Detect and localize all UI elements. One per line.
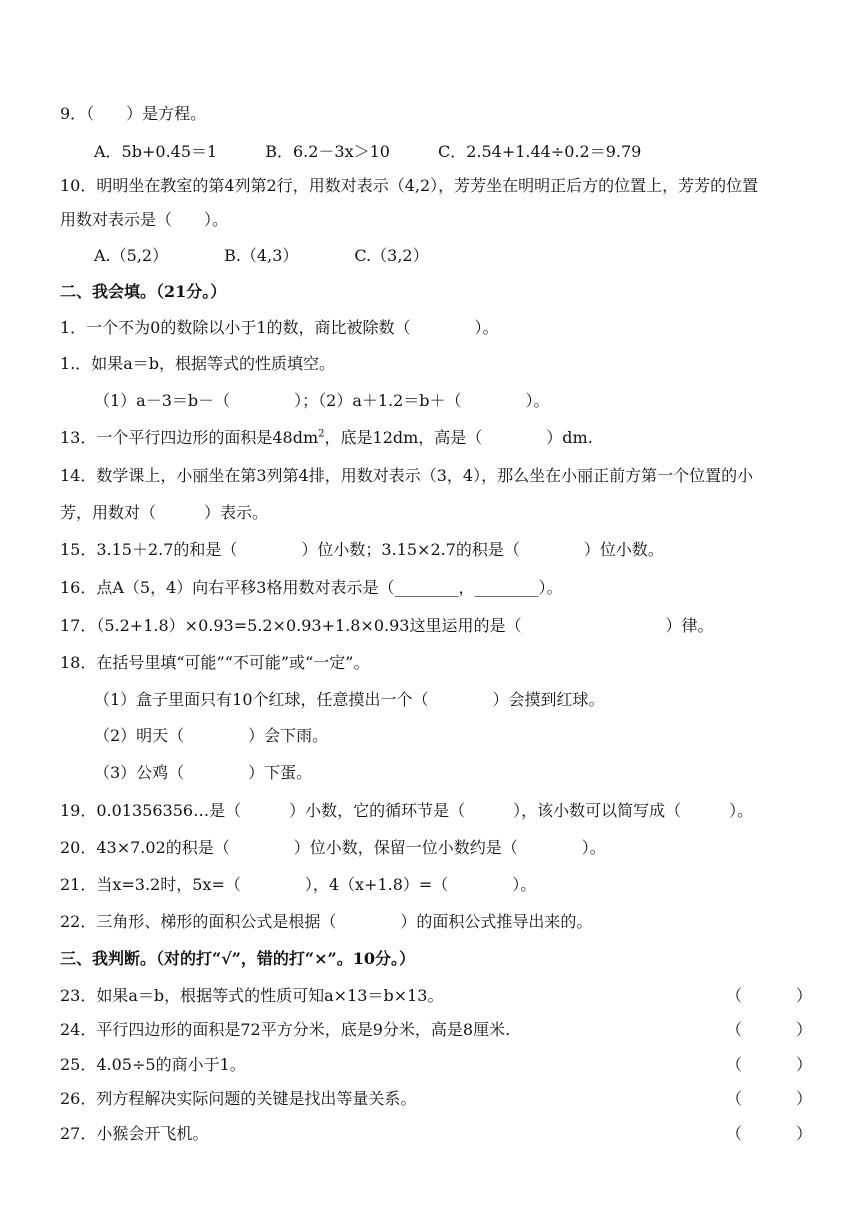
question-10-line-2: 用数对表示是（ ）。 xyxy=(60,210,229,229)
question-17: 17．（5.2+1.8）×0.93=5.2×0.93+1.8×0.93这里运用的是（ ）律。 xyxy=(60,616,714,635)
question-15: 15．3.15＋2.7的和是（ ）位小数；3.15×2.7的积是（ ）位小数。 xyxy=(60,540,664,559)
question-9: 9．（ ）是方程。 xyxy=(60,104,207,123)
question-27: 27．小猴会开飞机。 xyxy=(60,1124,209,1143)
question-18-item-1: （1）盒子里面只有10个红球，任意摸出一个（ ）会摸到红球。 xyxy=(94,690,605,709)
question-13 xyxy=(60,428,593,448)
question-13-text-end: ，底是12dm，高是（ ）dm. xyxy=(324,428,593,447)
judge-bracket-close: ） xyxy=(795,1089,812,1108)
judge-bracket-open: （ xyxy=(726,1089,743,1108)
question-12: 1.．如果a＝b，根据等式的性质填空。 xyxy=(60,354,336,373)
question-10-options: A.（5,2） B.（4,3） C.（3,2） xyxy=(94,246,429,265)
question-16: 16．点A（5，4）向右平移3格用数对表示是（________，________）。 xyxy=(60,578,563,597)
question-24: 24．平行四边形的面积是72平方分米，底是9分米，高是8厘米. xyxy=(60,1020,511,1039)
question-14-line-2: 芳，用数对（ ）表示。 xyxy=(60,503,269,522)
judge-bracket-open: （ xyxy=(726,986,743,1005)
judge-bracket-open: （ xyxy=(726,1055,743,1074)
question-1: 1．一个不为0的数除以小于1的数，商比被除数（ ）。 xyxy=(60,318,499,337)
question-26: 26．列方程解决实际问题的关键是找出等量关系。 xyxy=(60,1089,417,1108)
question-23: 23．如果a＝b，根据等式的性质可知a×13＝b×13。 xyxy=(60,986,444,1005)
question-10-line-1: 10．明明坐在教室的第4列第2行，用数对表示（4,2），芳芳坐在明明正后方的位置上，芳芳的位置 xyxy=(60,176,759,195)
question-19: 19．0.01356356…是（ ）小数，它的循环节是（ ），该小数可以简写成（ ）。 xyxy=(60,801,754,820)
judge-bracket-close: ） xyxy=(795,1124,812,1143)
judge-bracket-close: ） xyxy=(795,1055,812,1074)
judge-bracket-open: （ xyxy=(726,1020,743,1039)
question-12-sub: （1）a－3＝b－（ ）；（2）a＋1.2＝b＋（ ）。 xyxy=(94,391,550,410)
section-3-heading: 三、我判断。（对的打“√”，错的打“×”。10分。） xyxy=(60,949,416,968)
judge-bracket-close: ） xyxy=(795,1020,812,1039)
section-2-heading: 二、我会填。（21分。） xyxy=(60,282,227,301)
question-13-superscript: 2 xyxy=(318,428,325,440)
question-18-item-2: （2）明天（ ）会下雨。 xyxy=(94,726,329,745)
question-25: 25．4.05÷5的商小于1。 xyxy=(60,1055,246,1074)
question-18: 18．在括号里填“可能”“不可能”或“一定”。 xyxy=(60,653,370,672)
question-22: 22．三角形、梯形的面积公式是根据（ ）的面积公式推导出来的。 xyxy=(60,912,593,931)
question-18-item-3: （3）公鸡（ ）下蛋。 xyxy=(94,763,313,782)
judge-bracket-open: （ xyxy=(726,1124,743,1143)
question-9-options: A．5b+0.45＝1 B．6.2－3x＞10 C．2.54+1.44÷0.2＝9.79 xyxy=(94,142,642,161)
question-21: 21．当x=3.2时，5x=（ ），4（x+1.8）=（ ）。 xyxy=(60,875,537,894)
question-13-text: 13．一个平行四边形的面积是48dm xyxy=(60,428,319,447)
question-14-line-1: 14．数学课上，小丽坐在第3列第4排，用数对表示（3，4），那么坐在小丽正前方第一个位置的小 xyxy=(60,466,754,485)
question-20: 20．43×7.02的积是（ ）位小数，保留一位小数约是（ ）。 xyxy=(60,838,606,857)
judge-bracket-close: ） xyxy=(795,986,812,1005)
